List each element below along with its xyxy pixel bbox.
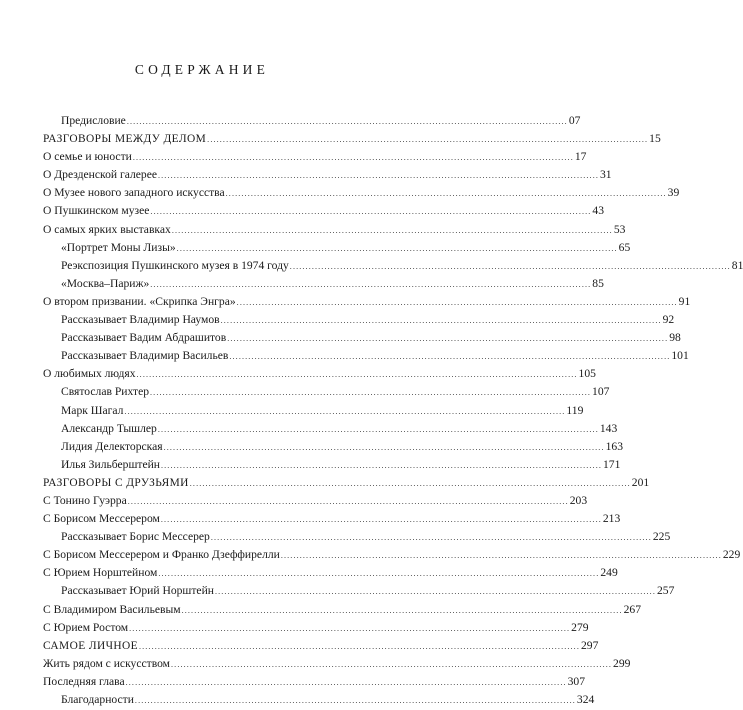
toc-entry-label: О самых ярких выставках xyxy=(43,222,171,236)
toc-entry-page: 07 xyxy=(568,114,581,127)
toc-entry-page: 85 xyxy=(592,276,604,290)
toc-entry-page: 81 xyxy=(731,258,743,272)
dot-leader: ............................................................................................................................................ xyxy=(229,352,671,362)
toc-entry xyxy=(43,239,631,257)
toc-entry-page: 249 xyxy=(600,566,618,580)
dot-leader: ............................................................................................................................................ xyxy=(161,460,602,470)
dot-leader: ............................................................................................................................................ xyxy=(236,297,678,307)
toc-entry-label: Александр Тышлер xyxy=(61,421,157,435)
toc-entry-page: 15 xyxy=(649,132,661,146)
toc-entry-label: «Москва–Париж» xyxy=(61,276,150,290)
page-title: СОДЕРЖАНИЕ xyxy=(134,62,270,77)
toc-entry-label: РАЗГОВОРЫ МЕЖДУ ДЕЛОМ xyxy=(43,133,207,146)
toc-entry-label: Рассказывает Владимир Васильев xyxy=(61,349,229,363)
toc-entry xyxy=(43,202,605,220)
dot-leader: ............................................................................................................................................ xyxy=(150,279,592,289)
toc-entry xyxy=(43,637,599,655)
toc-entry xyxy=(43,293,691,311)
dot-leader: ............................................................................................................................................ xyxy=(138,641,580,651)
toc-entry xyxy=(43,546,741,564)
toc-entry-label: С Владимиром Васильевым xyxy=(43,602,181,616)
toc-entry xyxy=(43,402,584,420)
toc-entry xyxy=(43,528,671,546)
toc-entry xyxy=(43,438,623,456)
toc-entry xyxy=(43,166,612,184)
dot-leader: ............................................................................................................................................ xyxy=(125,677,567,687)
toc-entry-page: 101 xyxy=(671,349,689,363)
toc-entry xyxy=(43,474,650,492)
toc-entry xyxy=(43,582,675,600)
toc-entry-label: Илья Зильберштейн xyxy=(61,457,160,471)
toc-entry xyxy=(43,655,631,673)
toc-entry-page: 17 xyxy=(574,150,587,164)
toc-entry-page: 279 xyxy=(571,620,589,634)
dot-leader: ............................................................................................................................................ xyxy=(214,587,656,597)
toc-entry-page: 105 xyxy=(578,367,596,381)
toc-entry-label: О Музее нового западного искусства xyxy=(43,186,225,200)
toc-entry-page: 225 xyxy=(652,530,671,544)
dot-leader: ............................................................................................................................................ xyxy=(171,225,613,235)
dot-leader: ............................................................................................................................................ xyxy=(150,388,592,398)
dot-leader: ............................................................................................................................................ xyxy=(210,533,652,543)
toc-entry-page: 229 xyxy=(722,548,741,562)
toc-entry-label: Рассказывает Вадим Абдрашитов xyxy=(61,331,227,345)
toc-entry-page: 39 xyxy=(667,186,680,200)
toc-entry-label: Лидия Делекторская xyxy=(61,439,163,453)
toc-entry-page: 213 xyxy=(602,512,621,526)
toc-entry-label: С Юрием Ростом xyxy=(43,620,129,634)
dot-leader: ............................................................................................................................................ xyxy=(132,153,574,163)
toc-entry-label: О любимых людях xyxy=(43,367,136,381)
dot-leader: ............................................................................................................................................ xyxy=(136,370,578,380)
toc-entry-page: 201 xyxy=(631,475,650,489)
dot-leader: ............................................................................................................................................ xyxy=(176,243,618,253)
toc-entry xyxy=(43,112,581,130)
toc-entry-page: 119 xyxy=(566,403,584,417)
toc-entry-label: Реэкспозиция Пушкинского музея в 1974 году xyxy=(61,258,289,272)
toc-entry-label: О Пушкинском музее xyxy=(43,204,150,218)
toc-entry-page: 163 xyxy=(605,439,623,453)
toc-entry xyxy=(43,673,586,691)
dot-leader: ............................................................................................................................................ xyxy=(189,478,631,488)
toc-entry xyxy=(43,311,675,329)
toc-entry-label: С Борисом Мессерером и Франко Дзеффирелли xyxy=(43,548,280,562)
toc-entry-label: «Портрет Моны Лизы» xyxy=(61,240,176,254)
toc-entry xyxy=(43,365,596,383)
toc-entry xyxy=(43,691,595,709)
toc-entry-label: О Дрезденской галерее xyxy=(43,168,157,182)
toc-entry xyxy=(43,275,604,293)
dot-leader: ............................................................................................................................................ xyxy=(157,424,599,434)
dot-leader: ............................................................................................................................................ xyxy=(129,623,571,633)
toc-entry-page: 92 xyxy=(662,313,675,327)
toc-entry-page: 143 xyxy=(599,421,618,435)
toc-entry-page: 297 xyxy=(580,638,599,652)
toc-entry xyxy=(43,383,610,401)
dot-leader: ............................................................................................................................................ xyxy=(220,316,662,326)
toc-entry-page: 53 xyxy=(613,222,626,236)
dot-leader: ............................................................................................................................................ xyxy=(158,171,599,181)
toc-entry xyxy=(43,510,621,528)
toc-entry-label: Последняя глава xyxy=(43,674,125,688)
toc-entry-page: 43 xyxy=(592,204,605,218)
toc-entry xyxy=(43,221,626,239)
toc-entry xyxy=(43,456,621,474)
toc-entry xyxy=(43,492,588,510)
dot-leader: ............................................................................................................................................ xyxy=(171,659,613,669)
dot-leader: ............................................................................................................................................ xyxy=(227,334,669,344)
dot-leader: ............................................................................................................................................ xyxy=(160,515,602,525)
toc-entry xyxy=(43,564,618,582)
toc-entry-label: О втором призвании. «Скрипка Энгра» xyxy=(43,294,236,308)
toc-entry-page: 299 xyxy=(613,656,631,670)
toc-entry-label: САМОЕ ЛИЧНОЕ xyxy=(43,639,138,652)
toc-entry-label: Рассказывает Борис Мессерер xyxy=(61,530,210,544)
toc-entry-page: 31 xyxy=(600,168,612,182)
toc-entry-label: Предисловие xyxy=(61,114,126,127)
table-of-contents xyxy=(43,112,743,709)
dot-leader: ............................................................................................................................................ xyxy=(181,605,623,615)
toc-entry-label: Марк Шагал xyxy=(61,403,124,417)
toc-entry-label: Рассказывает Юрий Норштейн xyxy=(61,584,214,598)
toc-entry xyxy=(43,148,587,166)
toc-entry xyxy=(43,130,661,148)
toc-entry-label: О семье и юности xyxy=(43,150,132,164)
dot-leader: ............................................................................................................................................ xyxy=(124,406,566,416)
toc-entry xyxy=(43,619,589,637)
toc-entry-page: 324 xyxy=(576,693,595,706)
toc-entry xyxy=(43,257,743,275)
toc-entry-page: 171 xyxy=(603,457,621,471)
dot-leader: ............................................................................................................................................ xyxy=(289,261,731,271)
dot-leader: ............................................................................................................................................ xyxy=(280,551,722,561)
toc-entry-page: 98 xyxy=(669,331,681,345)
dot-leader: ............................................................................................................................................ xyxy=(150,207,592,217)
toc-entry-label: Святослав Рихтер xyxy=(61,385,150,399)
dot-leader: ............................................................................................................................................ xyxy=(207,135,649,145)
toc-entry-page: 65 xyxy=(618,240,631,254)
toc-entry xyxy=(43,347,689,365)
toc-entry-label: Жить рядом с искусством xyxy=(43,656,171,670)
toc-entry-label: С Тонино Гуэрра xyxy=(43,493,127,507)
dot-leader: ............................................................................................................................................ xyxy=(126,117,568,126)
dot-leader: ............................................................................................................................................ xyxy=(134,696,576,705)
toc-entry-label: С Борисом Мессерером xyxy=(43,512,160,526)
toc-entry-page: 203 xyxy=(569,493,588,507)
toc-entry-label: РАЗГОВОРЫ С ДРУЗЬЯМИ xyxy=(43,476,189,489)
toc-entry xyxy=(43,184,680,202)
toc-entry-page: 307 xyxy=(567,674,586,688)
toc-entry xyxy=(43,601,641,619)
toc-entry-page: 91 xyxy=(678,294,691,308)
dot-leader: ............................................................................................................................................ xyxy=(225,189,667,199)
toc-entry xyxy=(43,329,681,347)
dot-leader: ............................................................................................................................................ xyxy=(158,569,600,579)
toc-entry-page: 107 xyxy=(592,385,610,399)
toc-entry-label: Благодарности xyxy=(61,693,134,706)
toc-entry xyxy=(43,420,618,438)
toc-entry-page: 257 xyxy=(656,584,675,598)
dot-leader: ............................................................................................................................................ xyxy=(163,442,605,452)
toc-entry-label: С Юрием Норштейном xyxy=(43,566,158,580)
toc-entry-label: Рассказывает Владимир Наумов xyxy=(61,313,220,327)
toc-entry-page: 267 xyxy=(623,602,641,616)
dot-leader: ............................................................................................................................................ xyxy=(127,496,569,506)
